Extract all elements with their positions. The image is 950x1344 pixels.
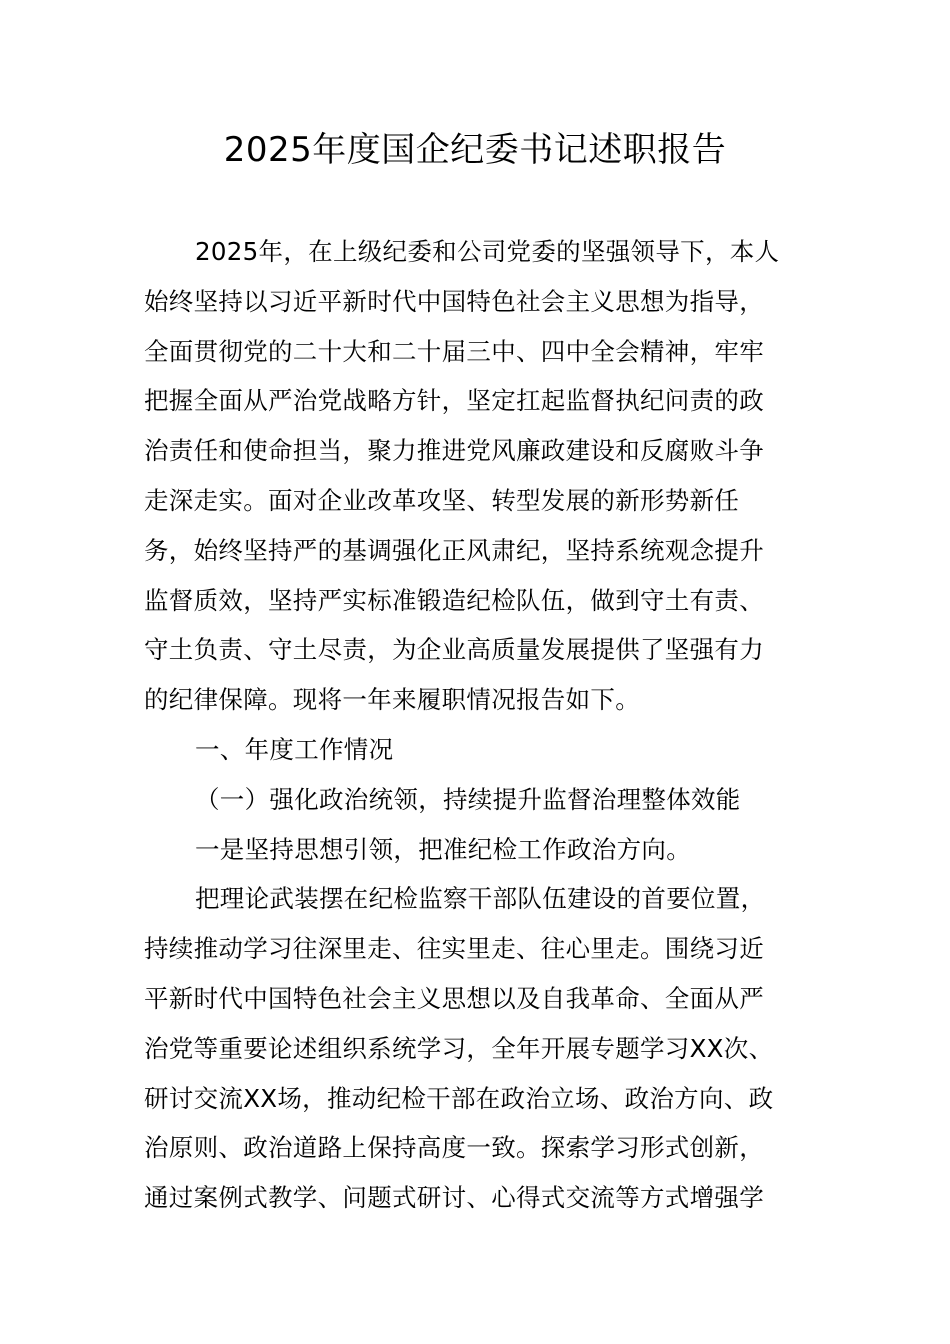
paragraph-line: 全面贯彻党的二十大和二十届三中、四中全会精神，牢牢 — [144, 336, 764, 366]
point-heading: 一是坚持思想引领，把准纪检工作政治方向。 — [195, 834, 691, 864]
paragraph-line: 治责任和使命担当，聚力推进党风廉政建设和反腐败斗争 — [144, 436, 764, 466]
paragraph-line: 平新时代中国特色社会主义思想以及自我革命、全面从严 — [144, 983, 764, 1013]
paragraph-line: 通过案例式教学、问题式研讨、心得式交流等方式增强学 — [144, 1183, 764, 1213]
paragraph-line: 监督质效，坚持严实标准锻造纪检队伍，做到守土有责、 — [144, 585, 764, 615]
paragraph-line: 守土负责、守土尽责，为企业高质量发展提供了坚强有力 — [144, 635, 764, 665]
paragraph-line: 2025年，在上级纪委和公司党委的坚强领导下，本人 — [195, 237, 780, 266]
document-title: 2025年度国企纪委书记述职报告 — [223, 130, 727, 170]
paragraph-line: 把理论武装摆在纪检监察干部队伍建设的首要位置， — [195, 884, 766, 914]
paragraph-line: 始终坚持以习近平新时代中国特色社会主义思想为指导， — [144, 286, 764, 316]
paragraph-line: 走深走实。面对企业改革攻坚、转型发展的新形势新任 — [144, 485, 740, 515]
paragraph-line: 的纪律保障。现将一年来履职情况报告如下。 — [144, 685, 640, 715]
section-heading: 一、年度工作情况 — [195, 734, 394, 764]
paragraph-line: 治原则、政治道路上保持高度一致。探索学习形式创新， — [144, 1133, 764, 1163]
paragraph-line: 把握全面从严治党战略方针，坚定扛起监督执纪问责的政 — [144, 386, 764, 416]
paragraph-line: 治党等重要论述组织系统学习，全年开展专题学习XX次、 — [144, 1033, 774, 1063]
paragraph-line: 务，始终坚持严的基调强化正风肃纪，坚持系统观念提升 — [144, 535, 764, 565]
document-body — [144, 227, 814, 1223]
paragraph-line: 持续推动学习往深里走、往实里走、往心里走。围绕习近 — [144, 934, 764, 964]
subsection-heading: （一）强化政治统领，持续提升监督治理整体效能 — [195, 784, 741, 814]
paragraph-line: 研讨交流XX场，推动纪检干部在政治立场、政治方向、政 — [144, 1083, 774, 1113]
